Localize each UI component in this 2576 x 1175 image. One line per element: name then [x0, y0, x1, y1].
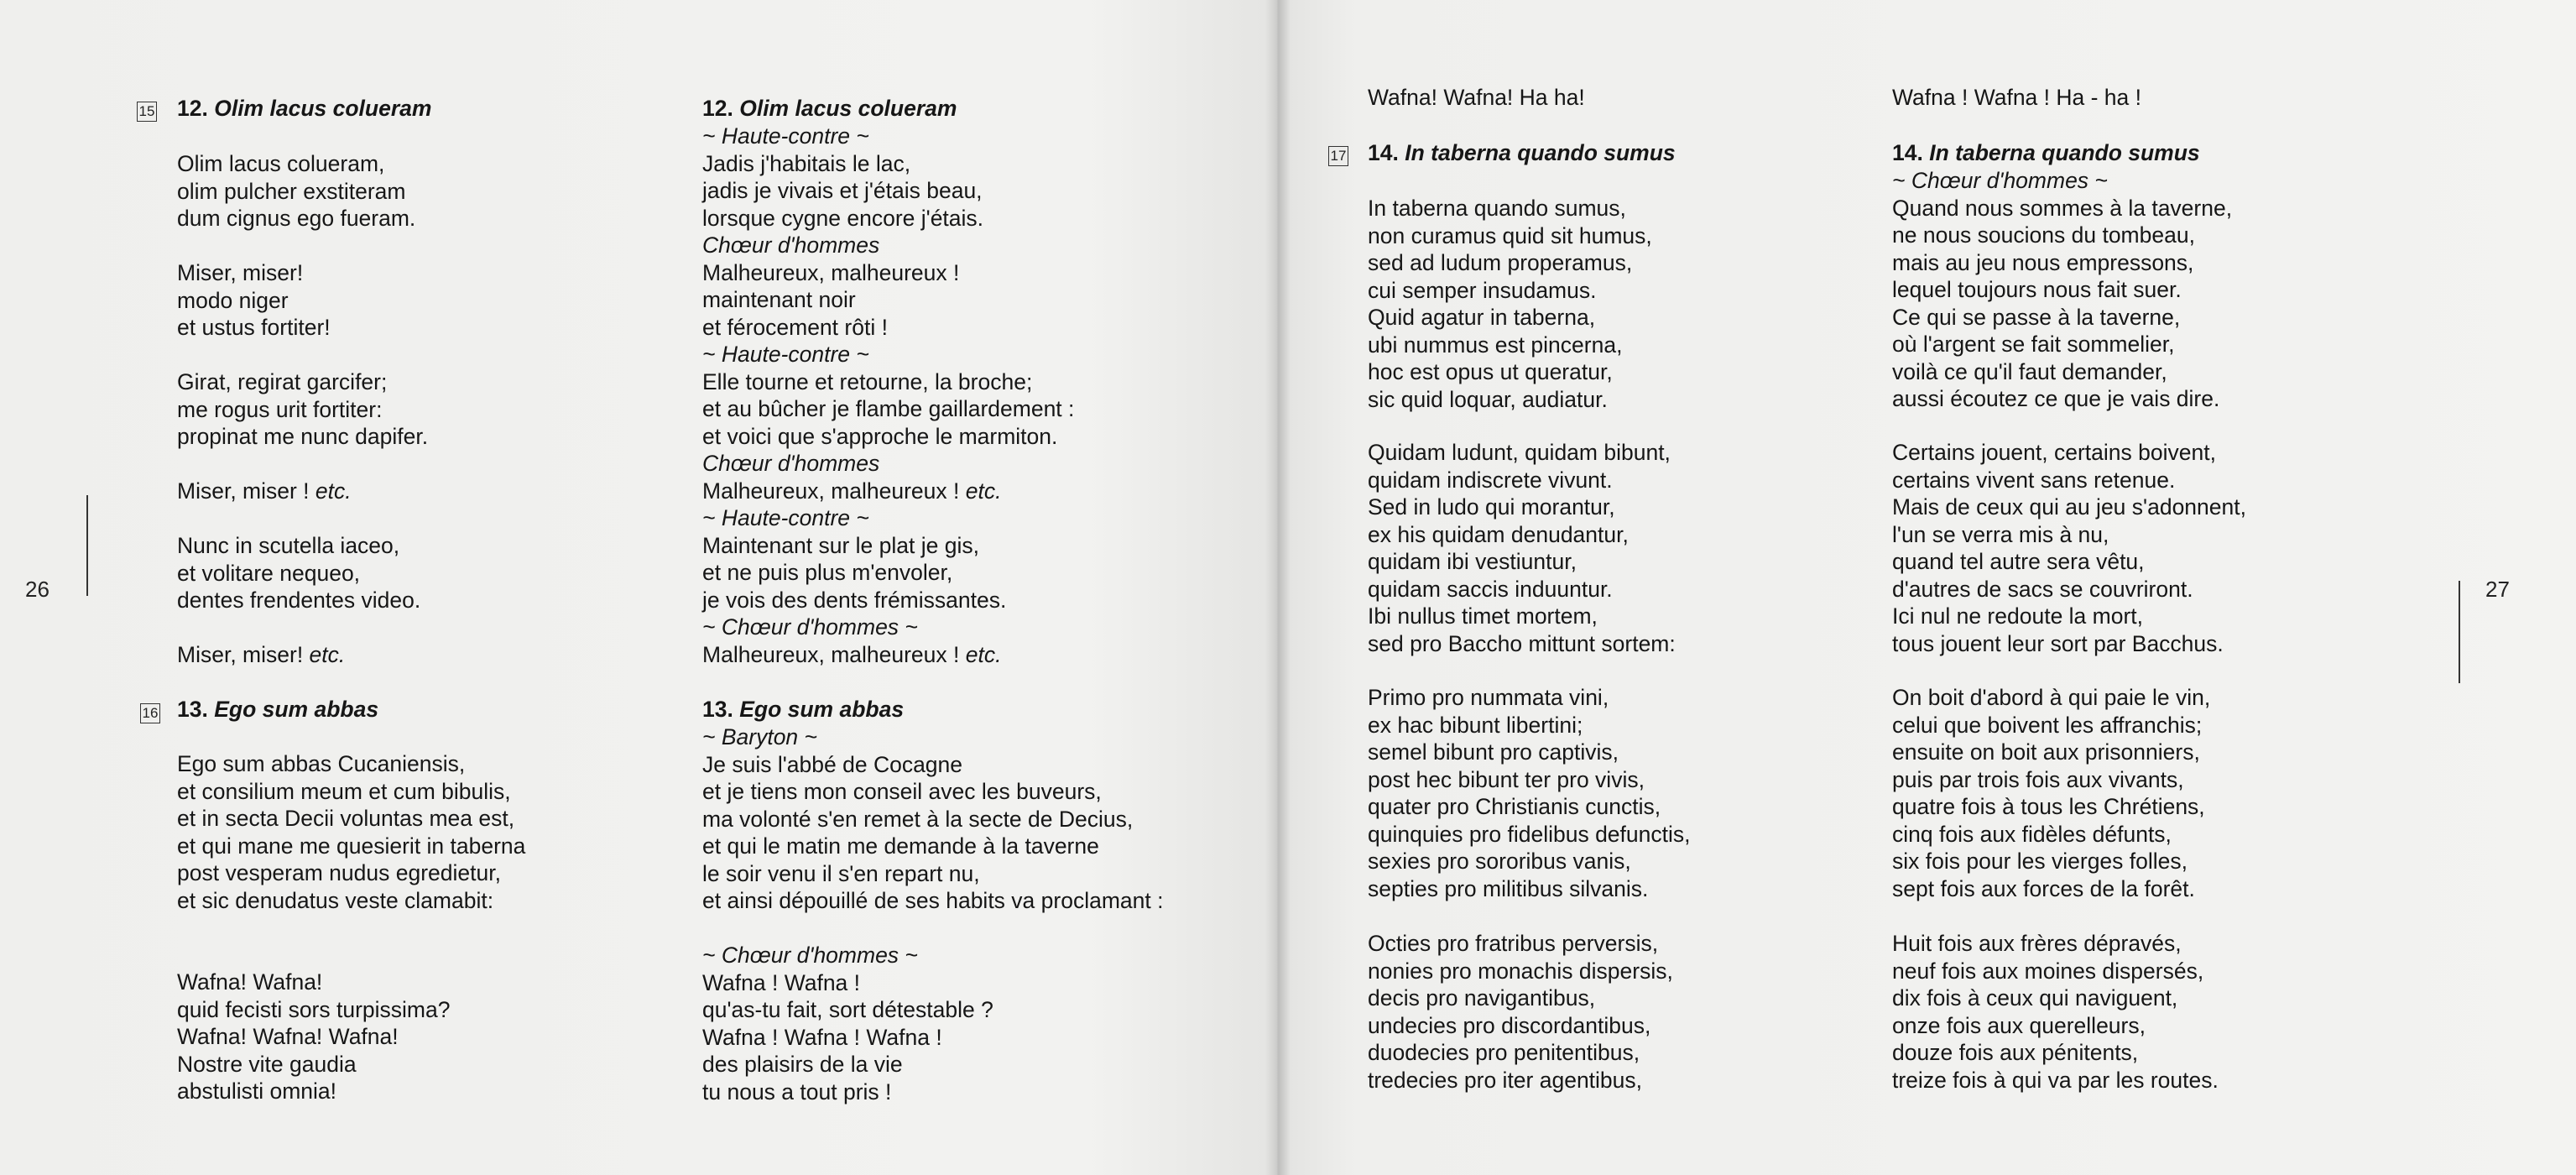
song-title: 14. In taberna quando sumus [1892, 140, 2200, 165]
stanza: Ego sum abbas Cucaniensis, et consilium meum et cum bibulis, et in secta Decii voluntas mea est, et qui mane me quesierit in taberna post vesperam nudus egredietur, et sic denudatus veste clamabit: [177, 751, 526, 913]
book-gutter [1265, 0, 1291, 1175]
song-title: 13. Ego sum abbas [702, 697, 905, 722]
song-title: 14. In taberna quando sumus [1368, 140, 1676, 165]
voice-label: ~ Haute-contre ~ [702, 123, 869, 149]
song-title: 13. Ego sum abbas [177, 697, 379, 722]
stanza: Olim lacus colueram, olim pulcher exstiteram dum cignus ego fueram. [177, 151, 416, 231]
left-page [0, 0, 1277, 1175]
voice-label: ~ Chœur d'hommes ~ [702, 614, 918, 640]
track-number-badge: 15 [137, 102, 157, 122]
verse-block: ~ Chœur d'hommes ~ Wafna ! Wafna ! qu'as-tu fait, sort détestable ? Wafna ! Wafna ! Wafna ! des plaisirs de la vie tu nous a tout pris ! [702, 943, 993, 1104]
right-page [1277, 0, 2576, 1175]
stanza: On boit d'abord à qui paie le vin, celui que boivent les affranchis; ensuite on boit aux prisonniers, puis par trois fois aux vivants, quatre fois à tous les Chrétiens, cinq fois aux fidèles défunts, six fois pour les vierges folles, sept fois aux forces de la forêt. [1892, 685, 2211, 901]
voice-label: ~ Haute-contre ~ [702, 505, 869, 530]
refrain: Miser, miser ! etc. [177, 478, 352, 504]
voice-label: Chœur d'hommes [702, 232, 880, 258]
voice-label: Chœur d'hommes [702, 451, 880, 476]
voice-label: ~ Chœur d'hommes ~ [1892, 168, 2108, 193]
stanza: In taberna quando sumus, non curamus quid sit humus, sed ad ludum properamus, cui semper insudamus. Quid agatur in taberna, ubi nummus est pincerna, hoc est opus ut queratur, sic quid loquar, audiatur. [1368, 196, 1652, 412]
stanza: Wafna! Wafna! quid fecisti sors turpissima? Wafna! Wafna! Wafna! Nostre vite gaudia abstulisti omnia! [177, 969, 451, 1104]
voice-label: ~ Baryton ~ [702, 724, 818, 749]
stanza: Girat, regirat garcifer; me rogus urit fortiter: propinat me nunc dapifer. [177, 369, 429, 449]
stanza: Huit fois aux frères dépravés, neuf fois aux moines dispersés, dix fois à ceux qui naviguent, onze fois aux querelleurs, douze fois aux pénitents, treize fois à qui va par les routes. [1892, 931, 2219, 1093]
verse-block: ~ Haute-contre ~ Jadis j'habitais le lac, jadis je vivais et j'étais beau, lorsque cygne encore j'étais. Chœur d'hommes Malheureux, malheureux ! maintenant noir et férocement rôti ! ~ Haute-contre ~ Elle tourne et retourne, la broche; et au bûcher je flambe gaillardement : et voici que s'approche le marmiton. Chœur d'hommes Malheureux, malheureux ! etc. ~ Haute-contre ~ Maintenant sur le plat je gis, et ne puis plus m'envoler, je vois des dents frémissantes. ~ Chœur d'hommes ~ Malheureux, malheureux ! etc. [702, 123, 1075, 667]
track-number-badge: 16 [140, 703, 160, 723]
song-title: 12. Olim lacus colueram [177, 96, 432, 121]
page-number: 27 [2485, 577, 2510, 602]
stanza: Nunc in scutella iaceo, et volitare nequeo, dentes frendentes video. [177, 533, 421, 613]
voice-label: ~ Haute-contre ~ [702, 342, 869, 367]
stanza: Octies pro fratribus perversis, nonies pro monachis dispersis, decis pro navigantibus, undecies pro discordantibus, duodecies pro penitentibus, tredecies pro iter agentibus, [1368, 931, 1673, 1093]
stanza: ~ Chœur d'hommes ~ Quand nous sommes à la taverne, ne nous soucions du tombeau, mais au jeu nous empressons, lequel toujours nous fait suer. Ce qui se passe à la taverne, où l'argent se fait sommelier, voilà ce qu'il faut demander, aussi écoutez ce que je vais dire. [1892, 168, 2233, 411]
page-number: 26 [25, 577, 50, 602]
refrain: Wafna! Wafna! Ha ha! [1368, 85, 1585, 110]
stanza: Quidam ludunt, quidam bibunt, quidam indiscrete vivunt. Sed in ludo qui morantur, ex his quidam denudantur, quidam ibi vestiuntur, quidam saccis induuntur. Ibi nullus timet mortem, sed pro Baccho mittunt sortem: [1368, 440, 1676, 656]
refrain: Wafna ! Wafna ! Ha - ha ! [1892, 85, 2142, 110]
stanza: Miser, miser! modo niger et ustus fortiter! [177, 260, 331, 340]
page-margin-bar [86, 495, 88, 596]
verse-block: ~ Baryton ~ Je suis l'abbé de Cocagne et je tiens mon conseil avec les buveurs, ma volonté s'en remet à la secte de Decius, et qui le matin me demande à la taverne le soir venu il s'en repart nu, et ainsi dépouillé de ses habits va proclamant : [702, 724, 1164, 913]
stanza: Certains jouent, certains boivent, certains vivent sans retenue. Mais de ceux qui au jeu s'adonnent, l'un se verra mis à nu, quand tel autre sera vêtu, d'autres de sacs se couvriront. Ici nul ne redoute la mort, tous jouent leur sort par Bacchus. [1892, 440, 2246, 656]
stanza: Primo pro nummata vini, ex hac bibunt libertini; semel bibunt pro captivis, post hec bibunt ter pro vivis, quater pro Christianis cunctis, quinquies pro fidelibus defunctis, sexies pro sororibus vanis, septies pro militibus silvanis. [1368, 685, 1691, 901]
track-number-badge: 17 [1328, 146, 1348, 166]
voice-label: ~ Chœur d'hommes ~ [702, 943, 918, 968]
song-title: 12. Olim lacus colueram [702, 96, 957, 121]
refrain: Miser, miser! etc. [177, 642, 346, 667]
page-margin-bar [2459, 581, 2460, 683]
